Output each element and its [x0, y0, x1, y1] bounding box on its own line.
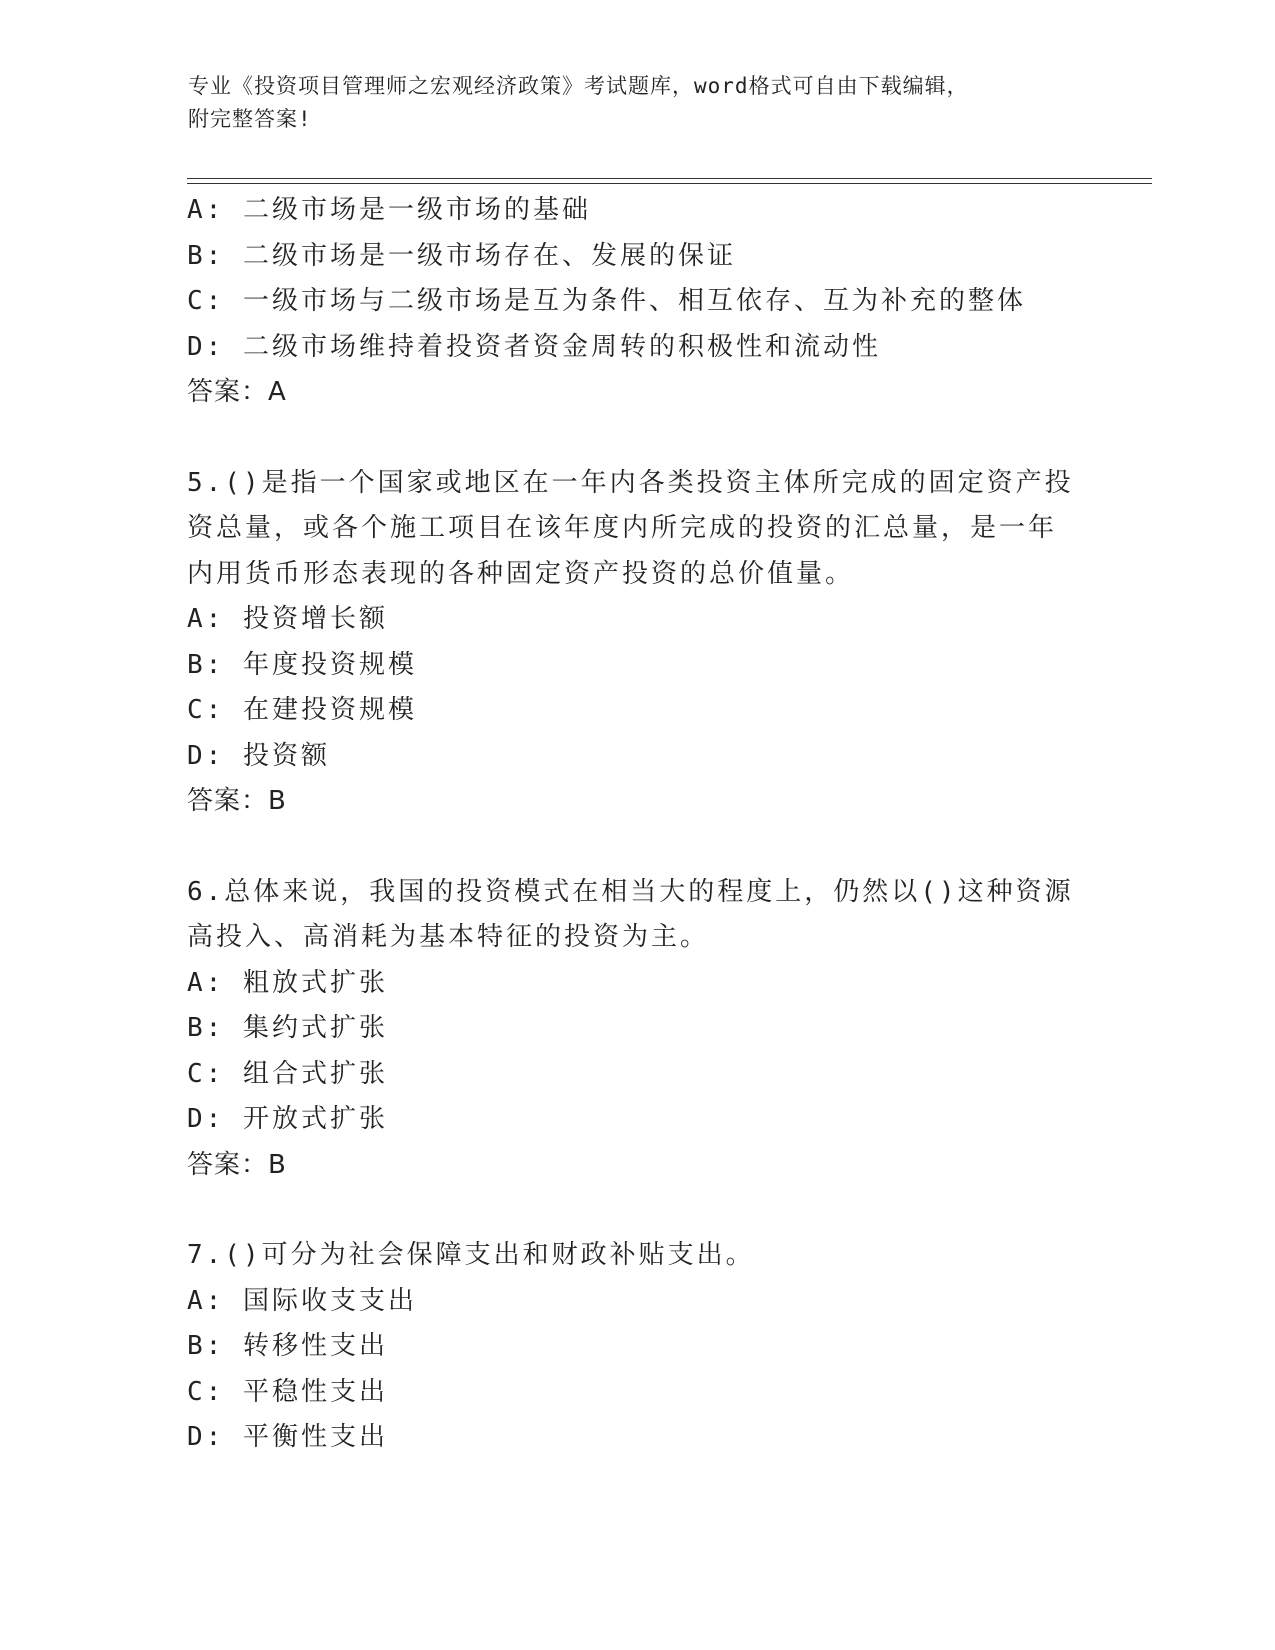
answer: 答案：B: [187, 786, 287, 816]
question-stem-line: 6.总体来说，我国的投资模式在相当大的程度上，仍然以()这种资源: [187, 876, 1074, 907]
option-a: A: 二级市场是一级市场的基础: [187, 195, 591, 225]
option-c: C: 在建投资规模: [187, 695, 417, 725]
option-d: D: 开放式扩张: [187, 1104, 388, 1134]
document-header: [188, 70, 1068, 136]
option-b: B: 转移性支出: [187, 1331, 388, 1361]
option-d: D: 二级市场维持着投资者资金周转的积极性和流动性: [187, 331, 881, 362]
question-stem-line: 7.()可分为社会保障支出和财政补贴支出。: [187, 1240, 755, 1270]
option-c: C: 组合式扩张: [187, 1058, 388, 1089]
answer: 答案：A: [187, 377, 287, 407]
option-d: D: 投资额: [187, 740, 330, 771]
option-a: A: 国际收支支出: [187, 1285, 417, 1316]
option-b: B: 集约式扩张: [187, 1013, 388, 1043]
header-rule-top: [187, 178, 1152, 179]
header-rule-bottom: [187, 183, 1152, 184]
question-stem-line: 资总量，或各个施工项目在该年度内所完成的投资的汇总量，是一年: [187, 513, 1058, 543]
option-d: D: 平衡性支出: [187, 1422, 388, 1452]
question-7: [187, 1233, 1087, 1461]
option-a: A: 粗放式扩张: [187, 967, 388, 998]
option-a: A: 投资增长额: [187, 604, 388, 634]
question-list: [187, 188, 1087, 1461]
answer: 答案：B: [187, 1149, 287, 1180]
question-6: [187, 870, 1087, 1189]
question-stem-line: 高投入、高消耗为基本特征的投资为主。: [187, 922, 710, 952]
question-4: [187, 188, 1087, 416]
question-stem-line: 5.()是指一个国家或地区在一年内各类投资主体所完成的固定资产投: [187, 467, 1074, 498]
question-stem-line: 内用货币形态表现的各种固定资产投资的总价值量。: [187, 558, 855, 589]
option-c: C: 一级市场与二级市场是互为条件、相互依存、互为补充的整体: [187, 286, 1026, 316]
option-b: B: 年度投资规模: [187, 649, 417, 680]
question-5: [187, 461, 1087, 825]
option-c: C: 平稳性支出: [187, 1376, 388, 1407]
option-b: B: 二级市场是一级市场存在、发展的保证: [187, 240, 736, 271]
header-line-1: 专业《投资项目管理师之宏观经济政策》考试题库，word格式可自由下载编辑，: [188, 74, 969, 98]
header-line-2: 附完整答案!: [188, 107, 312, 131]
